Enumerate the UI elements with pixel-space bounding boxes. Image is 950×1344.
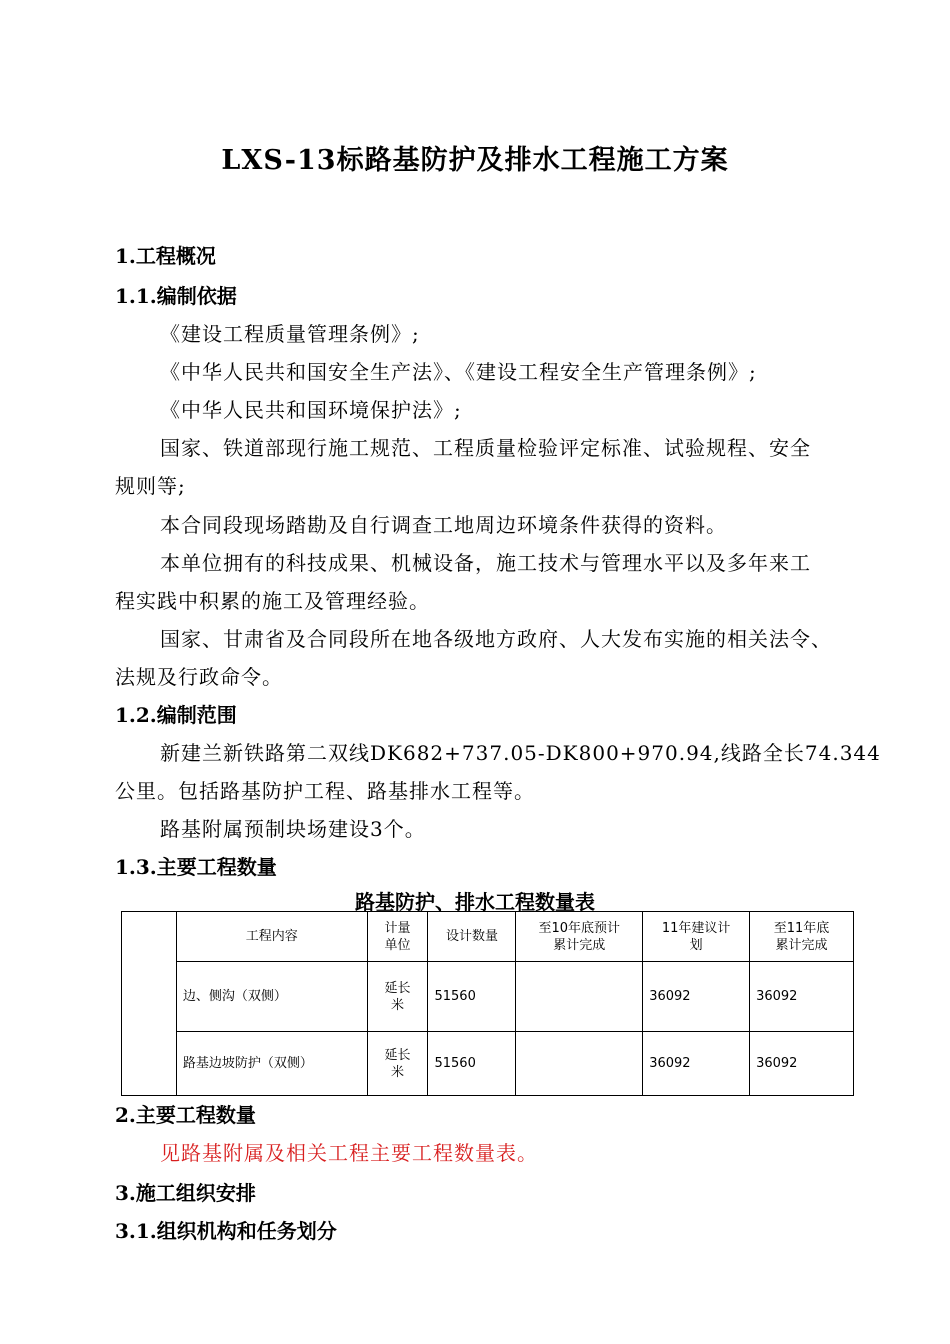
table-header-cell: 至10年底预计 累计完成 [516, 912, 643, 962]
scope-line-2: 公里。包括路基防护工程、路基排水工程等。 [115, 779, 535, 803]
table-cell: 路基边坡防护（双侧） [176, 1032, 367, 1096]
basis-item-6-line2: 程实践中积累的施工及管理经验。 [115, 589, 430, 613]
basis-item-4-line2: 规则等; [115, 474, 186, 498]
table-cell [516, 962, 643, 1032]
table-header-cell: 11年建议计 划 [643, 912, 750, 962]
basis-item-6-line1: 本单位拥有的科技成果、机械设备，施工技术与管理水平以及多年来工 [160, 551, 811, 575]
table-cell: 51560 [428, 962, 516, 1032]
document-title: LXS-13标路基防护及排水工程施工方案 [221, 145, 729, 176]
table-header-cell: 工程内容 [176, 912, 367, 962]
table-cell [516, 1032, 643, 1096]
basis-item-7-line1: 国家、甘肃省及合同段所在地各级地方政府、人大发布实施的相关法令、 [160, 627, 832, 651]
table-header-cell: 设计数量 [428, 912, 516, 962]
basis-item-7-line2: 法规及行政命令。 [115, 665, 283, 689]
table-cell: 36092 [643, 1032, 750, 1096]
table-cell: 边、侧沟（双侧） [176, 962, 367, 1032]
table-header-cell: 至11年底 累计完成 [750, 912, 854, 962]
section-1-heading: 1.工程概况 [115, 244, 216, 268]
quantity-table [121, 911, 854, 1096]
basis-item-1: 《建设工程质量管理条例》; [160, 322, 420, 346]
table-cell: 延长 米 [367, 962, 428, 1032]
section-3-1-heading: 3.1.组织机构和任务划分 [115, 1219, 337, 1243]
scope-line-1: 新建兰新铁路第二双线DK682+737.05-DK800+970.94,线路全长74.344 [160, 741, 881, 765]
table-row [122, 1032, 854, 1096]
table-header-row [122, 912, 854, 962]
table-cell: 36092 [750, 962, 854, 1032]
table-caption: 路基防护、排水工程数量表 [355, 890, 595, 914]
scope-line-3: 路基附属预制块场建设3个。 [160, 817, 426, 841]
basis-item-5: 本合同段现场踏勘及自行调查工地周边环境条件获得的资料。 [160, 513, 727, 537]
table-header-cell: 计量 单位 [367, 912, 428, 962]
basis-item-3: 《中华人民共和国环境保护法》; [160, 398, 462, 422]
table-blank-cell [122, 912, 177, 1096]
section-1-2-heading: 1.2.编制范围 [115, 703, 237, 727]
basis-item-4-line1: 国家、铁道部现行施工规范、工程质量检验评定标准、试验规程、安全 [160, 436, 811, 460]
basis-item-2: 《中华人民共和国安全生产法》、《建设工程安全生产管理条例》; [160, 360, 757, 384]
section-1-1-heading: 1.1.编制依据 [115, 284, 237, 308]
table-row [122, 962, 854, 1032]
section-2-heading: 2.主要工程数量 [115, 1103, 256, 1127]
section-3-heading: 3.施工组织安排 [115, 1181, 256, 1205]
section-2-note: 见路基附属及相关工程主要工程数量表。 [160, 1141, 538, 1165]
table-cell: 延长 米 [367, 1032, 428, 1096]
table-cell: 36092 [750, 1032, 854, 1096]
table-cell: 36092 [643, 962, 750, 1032]
table-cell: 51560 [428, 1032, 516, 1096]
section-1-3-heading: 1.3.主要工程数量 [115, 855, 277, 879]
